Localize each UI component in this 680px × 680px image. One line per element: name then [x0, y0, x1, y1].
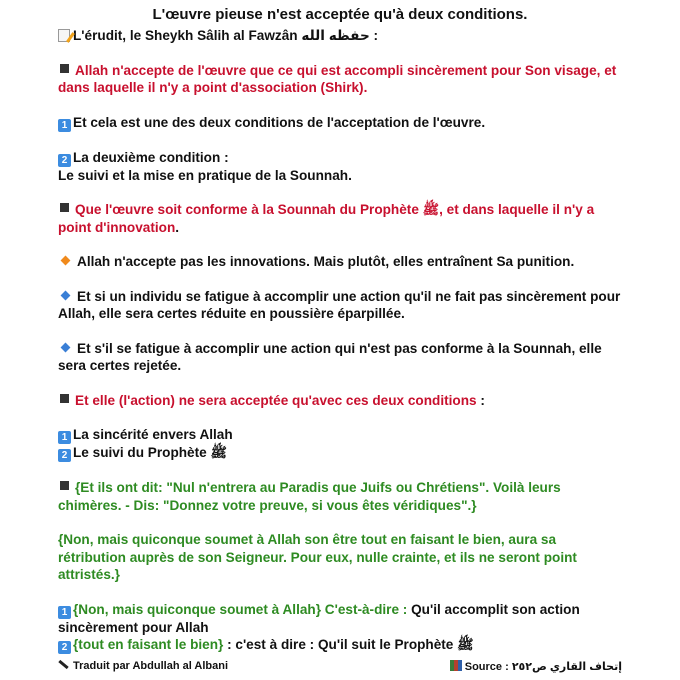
- keycap-two-icon: 2: [58, 154, 71, 167]
- explanation-1-green: {Non, mais quiconque soumet à Allah} C'est-à-dire :: [73, 601, 408, 617]
- black-square-icon: [60, 394, 69, 403]
- source-text: Source : إتحاف القاري ص٢٥٢: [464, 661, 622, 673]
- source-credit: [450, 660, 622, 673]
- intro-line: [58, 27, 622, 45]
- paragraph-8-text: Et elle (l'action) ne sera acceptée qu'avec ces deux conditions: [75, 392, 477, 408]
- paragraph-7-text: Et s'il se fatigue à accomplir une action qui n'est pas conforme à la Sounnah, elle sera certes rejetée.: [58, 340, 602, 373]
- keycap-one-icon: 1: [58, 606, 71, 619]
- translator-credit: [58, 660, 228, 672]
- paragraph-8-end: :: [476, 392, 485, 408]
- intro-text: L'érudit, le Sheykh Sâlih al Fawzân حفظه الله :: [73, 28, 379, 43]
- blue-diamond-icon: [61, 290, 71, 300]
- keycap-one-icon: 1: [58, 431, 71, 444]
- paragraph-10: {Non, mais quiconque soumet à Allah son être tout en faisant le bien, aura sa rétribution auprès de son Seigneur. Pour eux, nulle crainte, et ils ne seront point attristés.}: [58, 532, 577, 582]
- paragraph-2-text: Et cela est une des deux conditions de l'acceptation de l'œuvre.: [73, 114, 486, 130]
- pen-icon: [58, 660, 68, 669]
- paragraph-3: [58, 149, 622, 185]
- orange-diamond-icon: [61, 256, 71, 266]
- paragraph-6-text: Et si un individu se fatigue à accomplir une action qu'il ne fait pas sincèrement pour Allah, elle sera certes réduite en poussière éparpillée.: [58, 288, 621, 321]
- paragraph-4: [58, 201, 622, 236]
- black-square-icon: [60, 203, 69, 212]
- list-item-1: La sincérité envers Allah: [73, 427, 233, 442]
- paragraph-1: [58, 62, 622, 97]
- explanation-2-green: {tout en faisant le bien}: [73, 637, 224, 652]
- keycap-two-icon: 2: [58, 449, 71, 462]
- books-icon: [450, 660, 462, 671]
- keycap-one-icon: 1: [58, 119, 71, 132]
- memo-icon: [58, 29, 70, 42]
- paragraph-6: [58, 288, 622, 323]
- paragraph-4-end: .: [175, 219, 180, 235]
- explanation-2-text: : c'est à dire : Qu'il suit le Prophète ﷺ: [223, 637, 474, 652]
- translator-text: Traduit par Abdullah al Albani: [73, 660, 229, 672]
- paragraph-3-line-1: La deuxième condition :: [73, 149, 229, 165]
- paragraph-4-text: Que l'œuvre soit conforme à la Sounnah du Prophète ﷺ, et dans laquelle il n'y a point d'innovation: [58, 202, 595, 235]
- blue-diamond-icon: [61, 342, 71, 352]
- paragraph-3-line-2: Le suivi et la mise en pratique de la Sounnah.: [58, 167, 352, 183]
- paragraph-1-text: Allah n'accepte de l'œuvre que ce qui est accompli sincèrement pour Son visage, et dans laquelle il n'y a point d'association (Shirk).: [58, 62, 617, 95]
- paragraph-5: [58, 253, 622, 271]
- page-title: L'œuvre pieuse n'est acceptée qu'à deux conditions.: [152, 6, 528, 23]
- paragraph-9-text: {Et ils ont dit: "Nul n'entrera au Paradis que Juifs ou Chrétiens". Voilà leurs chimères. - Dis: "Donnez votre preuve, si vous êtes véridiques".}: [58, 480, 561, 513]
- paragraph-8: [58, 392, 622, 410]
- paragraph-2: [58, 114, 622, 132]
- black-square-icon: [60, 481, 69, 490]
- paragraph-7: [58, 340, 622, 375]
- paragraph-5-text: Allah n'accepte pas les innovations. Mais plutôt, elles entraînent Sa punition.: [77, 254, 575, 269]
- paragraph-9: [58, 479, 622, 514]
- conditions-list: [58, 426, 622, 462]
- keycap-two-icon: 2: [58, 641, 71, 654]
- explanation-1-text: Qu'il accomplit son action sincèrement pour Allah: [58, 601, 580, 635]
- explanation-list: [58, 601, 622, 655]
- black-square-icon: [60, 64, 69, 73]
- list-item-2: Le suivi du Prophète ﷺ: [73, 445, 227, 460]
